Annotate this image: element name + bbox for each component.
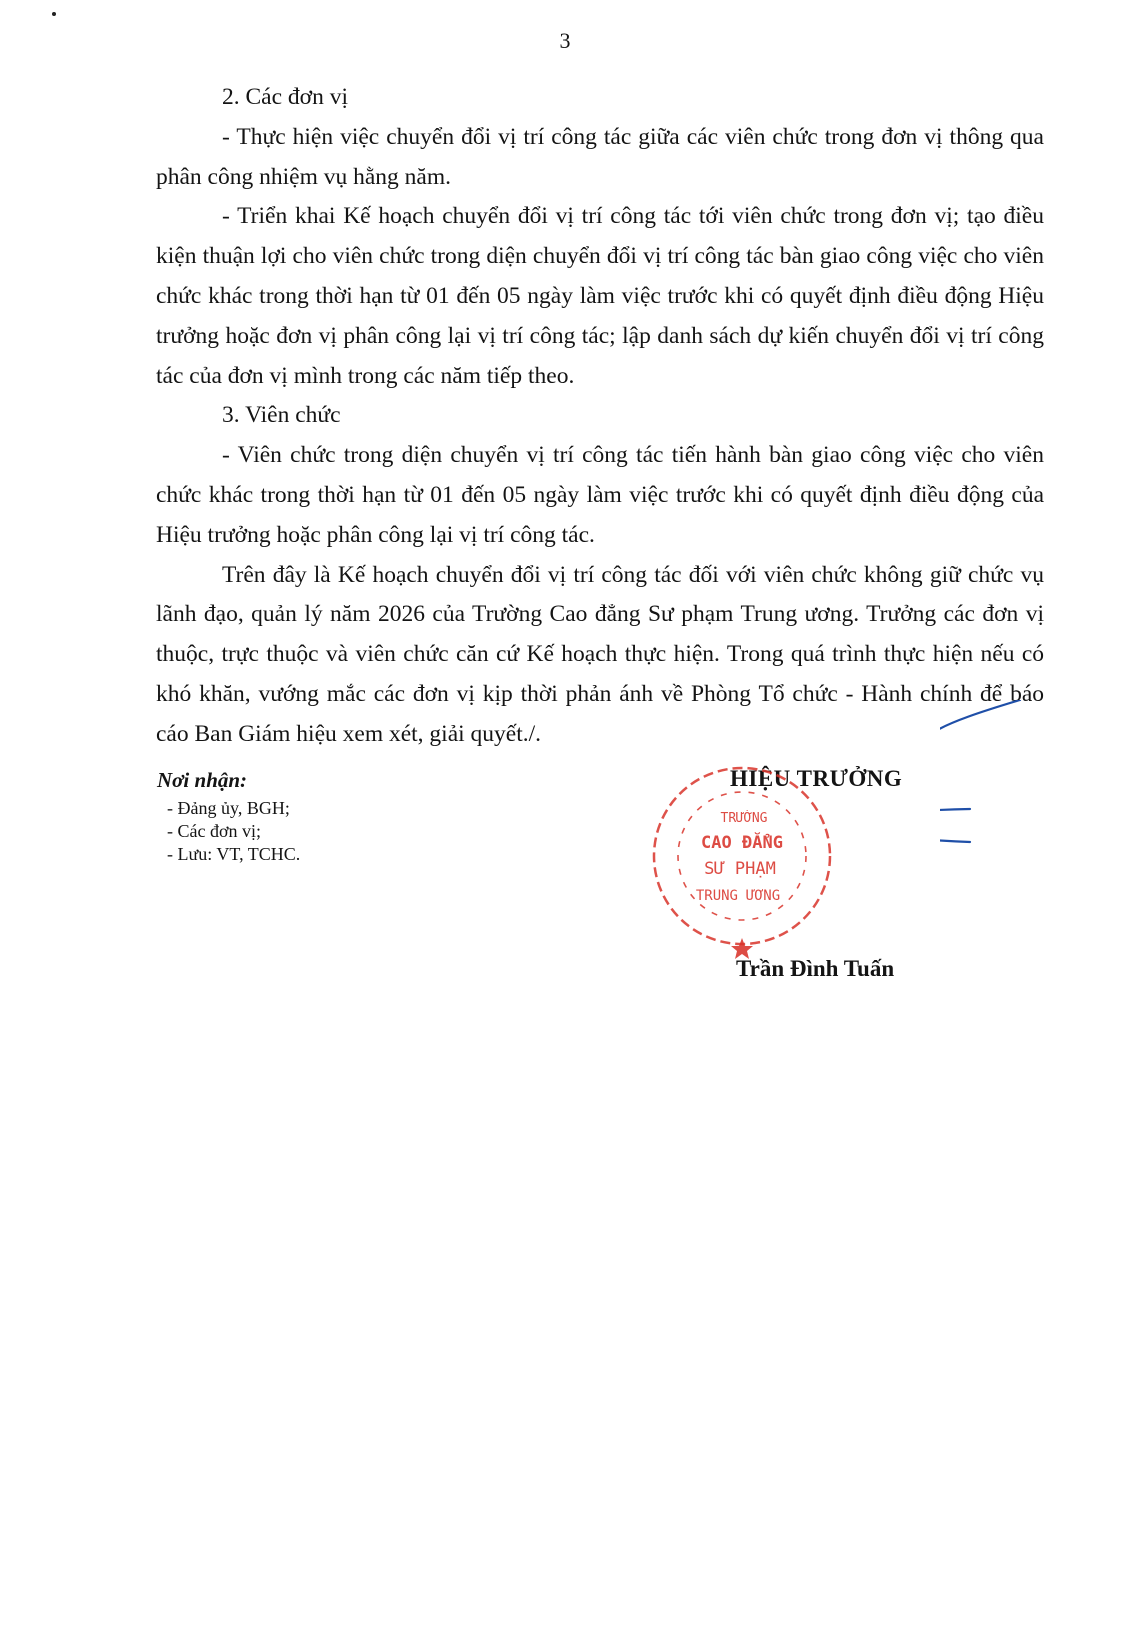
- scan-speck: [52, 12, 56, 16]
- recipient-item: - Đảng ủy, BGH;: [167, 798, 290, 818]
- document-body: [156, 78, 1044, 755]
- staff-duty-1: - Viên chức trong diện chuyển vị trí công tác tiến hành bàn giao công việc cho viên chức khác trong thời hạn từ 01 đến 05 ngày làm việc trước khi có quyết định điều động của Hiệu trưởng hoặc phân công lại vị trí công tác.: [156, 442, 1044, 548]
- handwritten-signature: [940, 700, 1080, 880]
- page-number: 3: [559, 28, 571, 53]
- seal-text-line-1: TRƯỜNG: [720, 811, 768, 826]
- units-duty-1: - Thực hiện việc chuyển đổi vị trí công tác giữa các viên chức trong đơn vị thông qua phân công nhiệm vụ hằng năm.: [156, 123, 1044, 190]
- signer-name: Trần Đình Tuấn: [736, 956, 895, 981]
- signer-position: HIỆU TRƯỞNG: [730, 766, 903, 791]
- seal-star-icon: [731, 938, 753, 959]
- section-heading-units: 2. Các đơn vị: [222, 84, 348, 110]
- seal-text-line-3: SƯ PHẠM: [704, 859, 776, 879]
- official-seal: [650, 760, 840, 960]
- units-duty-2: - Triển khai Kế hoạch chuyển đổi vị trí công tác tới viên chức trong đơn vị; tạo điều kiện thuận lợi cho viên chức trong diện chuyển đổi vị trí công tác bàn giao công việc cho viên chức khác trong thời hạn từ 01 đến 05 ngày làm việc trước khi có quyết định điều động Hiệu trưởng hoặc đơn vị phân công lại vị trí công tác; lập danh sách dự kiến chuyển đổi vị trí công tác của đơn vị mình trong các năm tiếp theo.: [156, 203, 1044, 389]
- recipient-item: - Các đơn vị;: [167, 821, 261, 841]
- seal-text-line-4: TRUNG ƯƠNG: [695, 888, 781, 904]
- signature-block: [650, 760, 990, 990]
- section-heading-staff: 3. Viên chức: [222, 402, 341, 429]
- closing-paragraph: Trên đây là Kế hoạch chuyển đổi vị trí công tác đối với viên chức không giữ chức vụ lãnh đạo, quản lý năm 2026 của Trường Cao đẳng Sư phạm Trung ương. Trưởng các đơn vị thuộc, trực thuộc và viên chức căn cứ Kế hoạch thực hiện. Trong quá trình thực hiện nếu có khó khăn, vướng mắc các đơn vị kịp thời phản ánh về Phòng Tổ chức - Hành chính để báo cáo Ban Giám hiệu xem xét, giải quyết./.: [156, 561, 1044, 747]
- recipients-block: [157, 768, 300, 866]
- seal-text-line-2: CAO ĐẲNG: [701, 833, 783, 853]
- recipients-title: Nơi nhận:: [157, 768, 248, 792]
- recipient-item: - Lưu: VT, TCHC.: [167, 844, 301, 864]
